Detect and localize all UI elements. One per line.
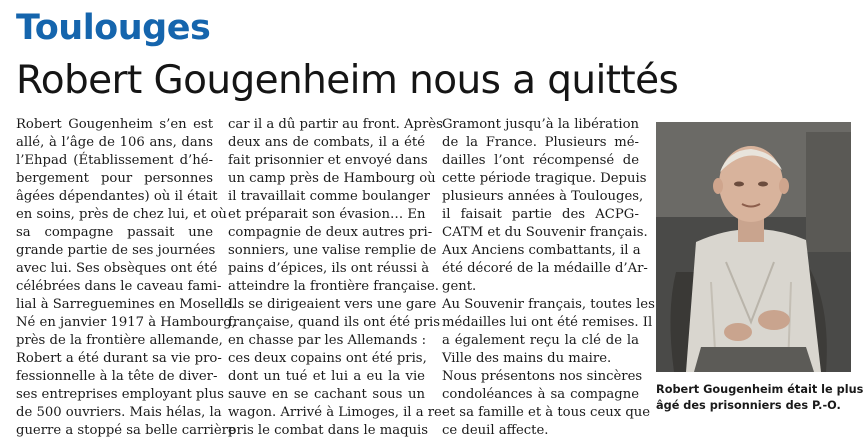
- article-text-line: sonniers, une valise remplie de: [228, 243, 437, 258]
- article-text-line: cette période tragique. Depuis: [442, 171, 647, 186]
- article-text-line: près de la frontière allemande,: [16, 333, 223, 348]
- article-text-line: de 500 ouvriers. Mais hélas, la: [16, 405, 222, 420]
- article-text-line: Robert a été durant sa vie pro-: [16, 351, 222, 366]
- article-text-line: de la France. Plusieurs mé-: [442, 135, 639, 150]
- article-text-line: Nous présentons nos sincères: [442, 369, 643, 384]
- article-text-line: dailles l’ont récompensé de: [442, 153, 639, 168]
- article-text-line: allé, à l’âge de 106 ans, dans: [16, 135, 213, 150]
- portrait-photo: [656, 122, 851, 372]
- article-text-line: sauve en se cachant sous un: [228, 387, 425, 402]
- article-text-line: un camp près de Hambourg où: [228, 171, 436, 186]
- article-text-line: lial à Sarreguemines en Moselle.: [16, 297, 236, 312]
- article-column-1: [16, 116, 236, 438]
- photo-caption: [656, 382, 863, 414]
- article-text-line: Robert Gougenheim s’en est: [16, 117, 213, 132]
- article-text-line: médailles lui ont été remises. Il: [442, 315, 653, 330]
- section-kicker: Toulouges: [16, 8, 211, 48]
- article-text-line: et préparait son évasion… En: [228, 207, 426, 222]
- article-text-line: atteindre la frontière française.: [228, 279, 439, 294]
- article-text-line: Né en janvier 1917 à Hambourg,: [16, 315, 236, 330]
- article-text-line: en chasse par les Allemands :: [228, 333, 427, 348]
- article-text-line: sa compagne passait une: [16, 225, 213, 240]
- article-text-line: ces deux copains ont été pris,: [228, 351, 427, 366]
- article-text-line: pains d’épices, ils ont réussi à: [228, 261, 430, 276]
- article-text-line: wagon. Arrivé à Limoges, il a re-: [228, 405, 447, 420]
- article-column-3: [442, 116, 655, 438]
- article-text-line: Au Souvenir français, toutes les: [442, 297, 655, 312]
- article-text-line: guerre a stoppé sa belle carrière: [16, 423, 236, 438]
- article-headline: Robert Gougenheim nous a quittés: [16, 58, 679, 103]
- article-text-line: grande partie de ses journées: [16, 243, 216, 258]
- article-text-line: gent.: [442, 279, 477, 294]
- article-text-line: Ville des mains du maire.: [442, 351, 612, 366]
- caption-line: Robert Gougenheim était le plus: [656, 383, 863, 396]
- article-text-line: il travaillait comme boulanger: [228, 189, 430, 204]
- article-text-line: en soins, près de chez lui, et où: [16, 207, 227, 222]
- article-text-line: dont un tué et lui a eu la vie: [228, 369, 425, 384]
- article-text-line: pris le combat dans le maquis: [228, 423, 429, 438]
- article-text-line: deux ans de combats, il a été: [228, 135, 425, 150]
- article-text-line: CATM et du Souvenir français.: [442, 225, 648, 240]
- article-text-line: ses entreprises employant plus: [16, 387, 224, 402]
- article-text-line: a également reçu la clé de la: [442, 333, 639, 348]
- article-text-line: fessionnelle à la tête de diver-: [16, 369, 218, 384]
- article-text-line: avec lui. Ses obsèques ont été: [16, 261, 218, 276]
- article-text-line: car il a dû partir au front. Après: [228, 117, 443, 132]
- article-text-line: bergement pour personnes: [16, 171, 213, 186]
- article-text-line: compagnie de deux autres pri-: [228, 225, 433, 240]
- article-text-line: Gramont jusqu’à la libération: [442, 117, 639, 132]
- article-text-line: âgées dépendantes) où il était: [16, 189, 218, 204]
- article-text-line: plusieurs années à Toulouges,: [442, 189, 644, 204]
- article-text-line: Aux Anciens combattants, il a: [442, 243, 641, 258]
- article-text-line: il faisait partie des ACPG-: [442, 207, 639, 222]
- article-text-line: fait prisonnier et envoyé dans: [228, 153, 428, 168]
- portrait-illustration: [656, 122, 851, 372]
- article-text-line: Ils se dirigeaient vers une gare: [228, 297, 437, 312]
- article-text-line: l’Ehpad (Établissement d’hé-: [16, 153, 213, 168]
- article-text-line: ce deuil affecte.: [442, 423, 549, 438]
- article-text-line: condoléances à sa compagne: [442, 387, 639, 402]
- caption-line: âgé des prisonniers des P.-O.: [656, 399, 841, 412]
- article-text-line: célébrées dans le caveau fami-: [16, 279, 222, 294]
- article-text-line: française, quand ils ont été pris: [228, 315, 441, 330]
- article-column-2: [228, 116, 447, 438]
- article-text-line: et sa famille et à tous ceux que: [442, 405, 651, 420]
- article-text-line: été décoré de la médaille d’Ar-: [442, 261, 648, 276]
